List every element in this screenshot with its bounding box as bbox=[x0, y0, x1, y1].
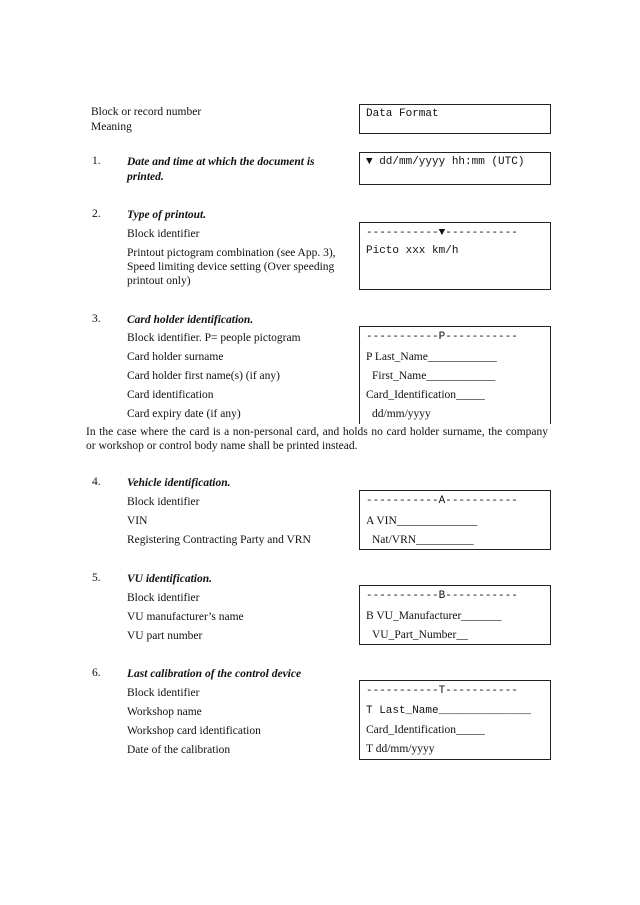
section-3-box-line: P Last_Name____________ bbox=[366, 351, 497, 363]
section-2-title: Type of printout. bbox=[127, 209, 207, 221]
section-3-row: Block identifier. P= people pictogram bbox=[127, 332, 301, 344]
section-4-box bbox=[359, 490, 551, 550]
section-6-row: Date of the calibration bbox=[127, 744, 231, 756]
section-3-title: Card holder identification. bbox=[127, 314, 254, 326]
section-4-box-line: -----------A----------- bbox=[366, 495, 518, 507]
section-3-box bbox=[359, 326, 551, 424]
section-1-box-line-1: ▼ dd/mm/yyyy hh:mm (UTC) bbox=[366, 156, 525, 168]
section-5-box-line: VU_Part_Number__ bbox=[372, 629, 468, 641]
section-5-row: VU part number bbox=[127, 630, 203, 642]
section-3-note: In the case where the card is a non-personal card, and holds no card holder surname, the company or workshop or control body name shall be printed instead. bbox=[86, 426, 548, 452]
section-6-row: Block identifier bbox=[127, 687, 200, 699]
section-2-box-line: -----------▼----------- bbox=[366, 227, 518, 239]
section-4-row: VIN bbox=[127, 515, 148, 527]
header-label-meaning: Meaning bbox=[91, 121, 132, 133]
section-2-box-line: Picto xxx km/h bbox=[366, 245, 459, 257]
section-1-title-line-2: printed. bbox=[127, 171, 164, 183]
section-4-box-line: A VIN______________ bbox=[366, 515, 478, 527]
section-6-row: Workshop name bbox=[127, 706, 202, 718]
section-4-row: Block identifier bbox=[127, 496, 200, 508]
section-2-box bbox=[359, 222, 551, 290]
section-6-box-line: T Last_Name______________ bbox=[366, 705, 532, 717]
section-3-number: 3. bbox=[92, 313, 101, 325]
section-6-box bbox=[359, 680, 551, 760]
section-5-row: Block identifier bbox=[127, 592, 200, 604]
header-label-block-number: Block or record number bbox=[91, 106, 202, 118]
section-5-row: VU manufacturer’s name bbox=[127, 611, 244, 623]
section-6-box-line: T dd/mm/yyyy bbox=[366, 743, 435, 755]
data-format-label: Data Format bbox=[366, 108, 439, 120]
section-6-row: Workshop card identification bbox=[127, 725, 261, 737]
section-4-number: 4. bbox=[92, 476, 101, 488]
section-6-title: Last calibration of the control device bbox=[127, 668, 302, 680]
section-5-box-line: -----------B----------- bbox=[366, 590, 518, 602]
section-4-row: Registering Contracting Party and VRN bbox=[127, 534, 311, 546]
section-1-title-line-1: Date and time at which the document is bbox=[127, 156, 315, 168]
section-6-number: 6. bbox=[92, 667, 101, 679]
section-2-row: Block identifier bbox=[127, 228, 200, 240]
section-1-number: 1. bbox=[92, 155, 101, 167]
section-3-row: Card identification bbox=[127, 389, 214, 401]
section-3-box-line: Card_Identification_____ bbox=[366, 389, 485, 401]
section-3-row: Card holder first name(s) (if any) bbox=[127, 370, 280, 382]
section-2-row: printout only) bbox=[127, 275, 191, 287]
section-3-box-line: dd/mm/yyyy bbox=[372, 408, 431, 420]
data-format-box bbox=[359, 104, 551, 134]
section-3-box-line: -----------P----------- bbox=[366, 331, 518, 343]
section-5-box bbox=[359, 585, 551, 645]
section-2-row: Speed limiting device setting (Over speeding bbox=[127, 261, 335, 273]
section-5-number: 5. bbox=[92, 572, 101, 584]
section-5-box-line: B VU_Manufacturer_______ bbox=[366, 610, 502, 622]
section-6-box-line: -----------T----------- bbox=[366, 685, 518, 697]
section-6-box-line: Card_Identification_____ bbox=[366, 724, 485, 736]
section-5-title: VU identification. bbox=[127, 573, 212, 585]
section-4-title: Vehicle identification. bbox=[127, 477, 231, 489]
section-3-row: Card expiry date (if any) bbox=[127, 408, 241, 420]
section-1-box bbox=[359, 152, 551, 185]
section-3-box-line: First_Name____________ bbox=[372, 370, 496, 382]
section-2-number: 2. bbox=[92, 208, 101, 220]
section-3-row: Card holder surname bbox=[127, 351, 224, 363]
section-2-row: Printout pictogram combination (see App. 3), bbox=[127, 247, 336, 259]
section-4-box-line: Nat/VRN__________ bbox=[372, 534, 474, 546]
